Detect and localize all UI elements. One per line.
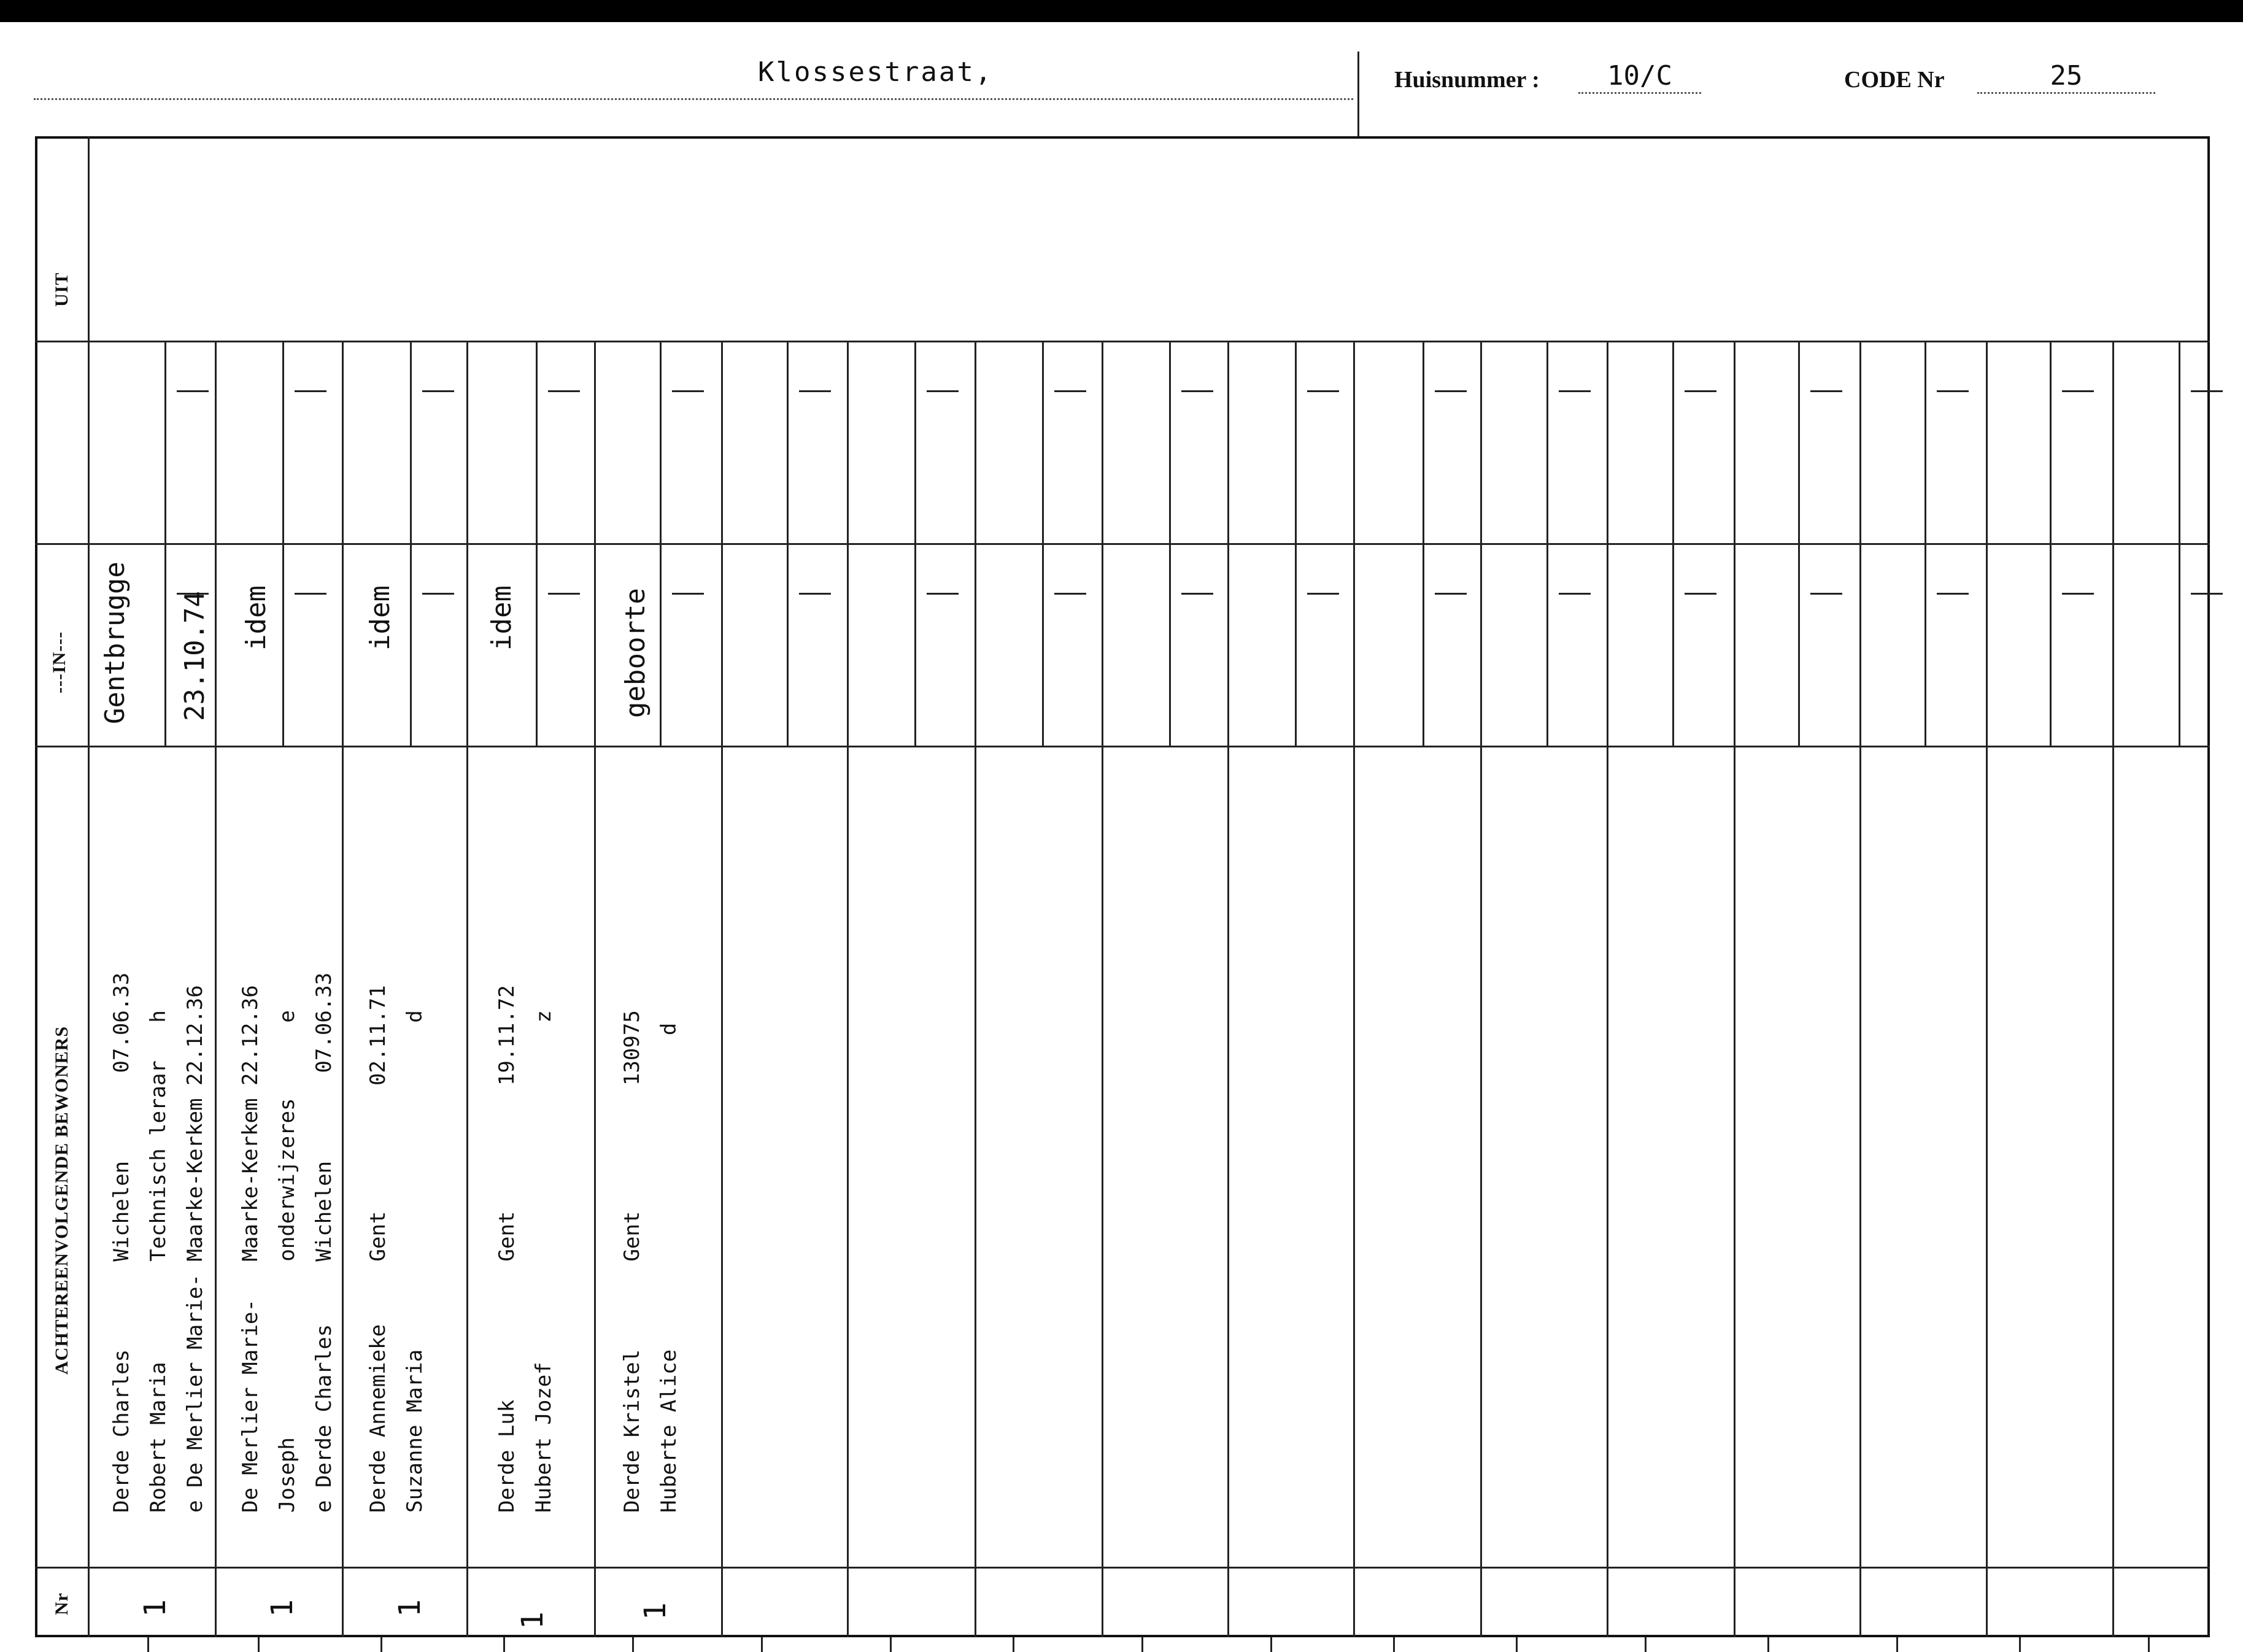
bottom-tick (1767, 1637, 1769, 1652)
empty-mark (422, 390, 454, 392)
column-divider (466, 341, 468, 1637)
bottom-tick (147, 1637, 149, 1652)
empty-mark (1307, 390, 1339, 392)
sub-column-divider (410, 341, 412, 746)
row-divider (35, 1567, 2210, 1569)
bottom-tick (2019, 1637, 2021, 1652)
row-divider (35, 543, 2210, 545)
empty-mark (1810, 390, 1842, 392)
bottom-tick (380, 1637, 382, 1652)
row-divider (35, 746, 2210, 747)
empty-mark (927, 593, 959, 595)
scan-top-edge (0, 0, 2243, 22)
entry-4-resident (488, 985, 562, 1513)
empty-mark (1559, 390, 1591, 392)
entry-5-nr: 1 (638, 1602, 673, 1620)
empty-mark (1054, 593, 1086, 595)
column-divider (1480, 341, 1482, 1637)
entry-4-line-1: Derde Luk Gent 19.11.72 (495, 985, 519, 1513)
bottom-tick (1013, 1637, 1014, 1652)
column-divider (721, 341, 723, 1637)
bewoners-header: ACHTEREENVOLGENDE BEWONERS (52, 1025, 72, 1375)
entry-2-in-place: idem (241, 585, 272, 650)
empty-mark (799, 593, 831, 595)
row-divider (35, 341, 2210, 342)
sub-column-divider (282, 341, 284, 746)
in-header: ---IN--- (49, 631, 69, 693)
entry-1-line-2: Robert Maria Technisch leraar h (146, 1010, 171, 1513)
empty-mark (177, 390, 209, 392)
bottom-tick (890, 1637, 892, 1652)
empty-mark (1685, 593, 1716, 595)
column-divider (215, 341, 217, 1637)
entry-1-in-date: 23.10.74 (179, 591, 210, 721)
column-divider (1607, 341, 1608, 1637)
empty-mark (799, 390, 831, 392)
sub-column-divider (2050, 341, 2052, 746)
empty-mark (295, 390, 326, 392)
entry-5-in-place: geboorte (620, 588, 651, 718)
entry-2-line-1: De Merlier Marie- Maarke-Kerkem 22.12.36 (238, 985, 263, 1513)
entry-1-in-place: Gentbrugge (99, 562, 131, 724)
bottom-tick (1896, 1637, 1898, 1652)
empty-mark (1937, 593, 1969, 595)
sub-column-divider (536, 341, 538, 746)
empty-mark (548, 390, 580, 392)
column-divider (2112, 341, 2114, 1637)
header-separator (1357, 52, 1359, 136)
column-divider (1102, 341, 1103, 1637)
sub-column-divider (1546, 341, 1548, 746)
sub-column-divider (1042, 341, 1044, 746)
bottom-tick (1393, 1637, 1395, 1652)
empty-mark (672, 390, 704, 392)
code-label: CODE Nr (1844, 67, 1945, 93)
column-divider (975, 341, 976, 1637)
huisnummer-value: 10/C (1578, 60, 1701, 94)
column-divider (1227, 341, 1229, 1637)
entry-3-line-2: Suzanne Maria d (403, 1010, 427, 1513)
entry-2-resident (232, 973, 342, 1513)
empty-mark (1435, 593, 1467, 595)
uit-header: UIT (52, 272, 72, 307)
street-value: Klossestraat, (758, 56, 994, 88)
column-divider (1859, 341, 1861, 1637)
empty-mark (1307, 593, 1339, 595)
entry-1-resident (103, 973, 214, 1513)
sub-column-divider (1295, 341, 1297, 746)
entry-5-line-2: Huberte Alice d (657, 1022, 681, 1513)
sub-column-divider (2179, 341, 2180, 746)
sub-column-divider (787, 341, 789, 746)
entry-4-in-place: idem (486, 585, 517, 650)
empty-mark (672, 593, 704, 595)
column-divider (594, 341, 596, 1637)
empty-mark (548, 593, 580, 595)
sub-column-divider (1925, 341, 1926, 746)
bottom-tick (1141, 1637, 1143, 1652)
sub-column-divider (164, 341, 166, 746)
bottom-tick (258, 1637, 260, 1652)
empty-mark (927, 390, 959, 392)
column-divider (1986, 341, 1988, 1637)
entry-3-nr: 1 (393, 1599, 427, 1617)
entry-2-line-3: e Derde Charles Wichelen 07.06.33 (312, 972, 336, 1513)
entry-3-line-1: Derde Annemieke Gent 02.11.71 (366, 985, 390, 1513)
bottom-tick (503, 1637, 505, 1652)
entry-5-resident (614, 1010, 687, 1513)
sub-column-divider (660, 341, 662, 746)
empty-mark (295, 593, 326, 595)
column-divider (847, 341, 849, 1637)
empty-mark (1685, 390, 1716, 392)
entry-2-line-2: Joseph onderwijzeres e (275, 1010, 299, 1513)
entry-1-line-3: e De Merlier Marie- Maarke-Kerkem 22.12.36 (183, 985, 207, 1513)
column-divider (1734, 341, 1735, 1637)
empty-mark (1810, 593, 1842, 595)
bottom-tick (1516, 1637, 1518, 1652)
sub-column-divider (1672, 341, 1674, 746)
entry-3-in-place: idem (365, 585, 396, 650)
bottom-tick (632, 1637, 634, 1652)
entry-1-line-1: Derde Charles Wichelen 07.06.33 (109, 972, 134, 1513)
empty-mark (2191, 390, 2223, 392)
entry-4-nr: 1 (515, 1611, 550, 1629)
empty-mark (2191, 593, 2223, 595)
code-value: 25 (1977, 60, 2155, 94)
huisnummer-label: Huisnummer : (1394, 67, 1540, 93)
empty-mark (1181, 593, 1213, 595)
entry-2-nr: 1 (265, 1599, 299, 1617)
sub-column-divider (1169, 341, 1171, 746)
street-field (34, 49, 1353, 100)
empty-mark (1054, 390, 1086, 392)
empty-mark (1937, 390, 1969, 392)
bottom-tick (1645, 1637, 1647, 1652)
entry-1-nr: 1 (138, 1599, 172, 1617)
bottom-tick (1270, 1637, 1272, 1652)
sub-column-divider (914, 341, 916, 746)
empty-mark (422, 593, 454, 595)
bottom-tick (761, 1637, 763, 1652)
entry-5-line-1: Derde Kristel Gent 130975 (620, 1010, 644, 1513)
label-column-divider (88, 136, 90, 1637)
entry-4-line-2: Hubert Jozef z (531, 1010, 556, 1513)
empty-mark (1181, 390, 1213, 392)
empty-mark (2062, 390, 2094, 392)
bottom-tick (2148, 1637, 2150, 1652)
empty-mark (2062, 593, 2094, 595)
nr-header: Nr (52, 1592, 72, 1615)
empty-mark (1559, 593, 1591, 595)
column-divider (1353, 341, 1355, 1637)
empty-mark (1435, 390, 1467, 392)
entry-3-resident (360, 985, 433, 1513)
sub-column-divider (1423, 341, 1424, 746)
sub-column-divider (1798, 341, 1800, 746)
